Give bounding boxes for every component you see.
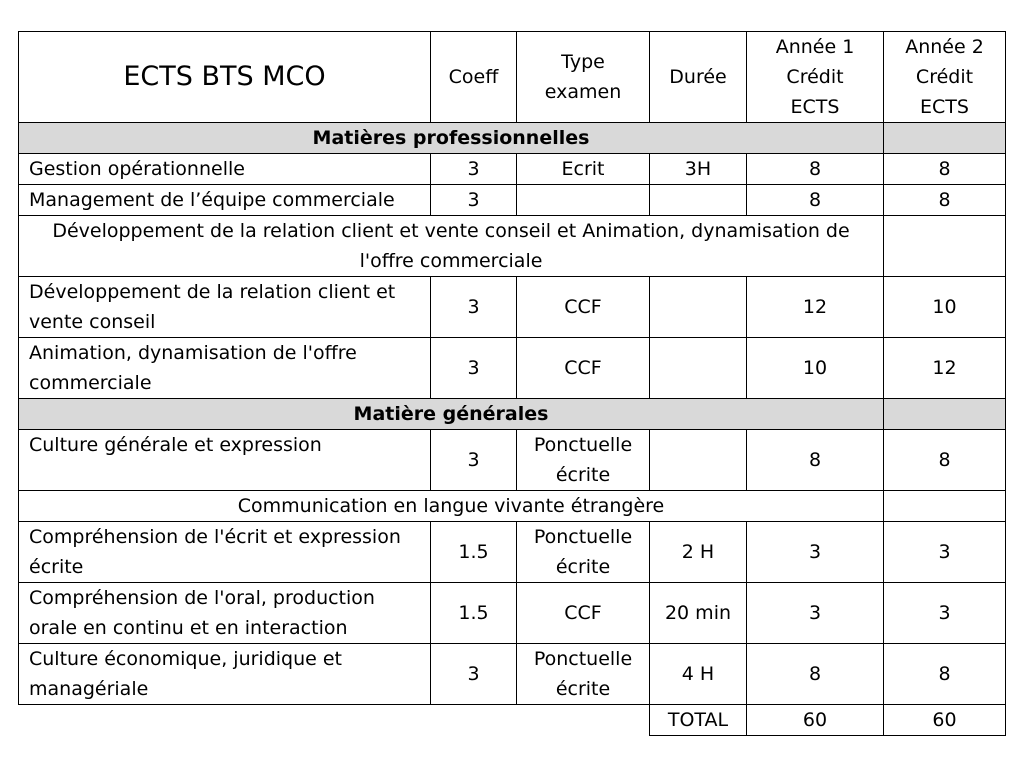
table-row (19, 185, 1006, 216)
duree-cell: 20 min (650, 583, 747, 644)
type-cell: Ponctuelle écrite (517, 644, 650, 705)
total-annee2: 60 (884, 705, 1006, 736)
section-cell-empty (884, 123, 1006, 154)
duree-cell (650, 338, 747, 399)
coeff-cell: 3 (431, 185, 517, 216)
subject-cell: Compréhension de l'oral, production orale en continu et en interaction (19, 583, 431, 644)
type-cell: CCF (517, 338, 650, 399)
annee1-cell: 8 (747, 185, 884, 216)
table-row (19, 522, 1006, 583)
annee2-cell: 8 (884, 430, 1006, 491)
annee2-cell: 8 (884, 185, 1006, 216)
table-title: ECTS BTS MCO (19, 32, 431, 123)
annee1-cell: 8 (747, 644, 884, 705)
section-generales: Matière générales (19, 399, 884, 430)
annee1-cell: 8 (747, 430, 884, 491)
header-coeff: Coeff (431, 32, 517, 123)
header-annee1: Année 1 Crédit ECTS (747, 32, 884, 123)
section-row (19, 399, 1006, 430)
annee1-cell: 8 (747, 154, 884, 185)
group-row (19, 216, 1006, 277)
annee2-cell: 8 (884, 644, 1006, 705)
group-cell-empty (884, 491, 1006, 522)
type-cell: CCF (517, 583, 650, 644)
table-row (19, 583, 1006, 644)
type-cell: Ecrit (517, 154, 650, 185)
table-row (19, 430, 1006, 491)
annee2-cell: 3 (884, 583, 1006, 644)
subject-cell: Culture générale et expression (19, 430, 431, 491)
subject-cell: Culture économique, juridique et managériale (19, 644, 431, 705)
section-row (19, 123, 1006, 154)
coeff-cell: 3 (431, 644, 517, 705)
header-annee2: Année 2 Crédit ECTS (884, 32, 1006, 123)
table-row (19, 277, 1006, 338)
coeff-cell: 1.5 (431, 522, 517, 583)
section-cell-empty (884, 399, 1006, 430)
subject-cell: Management de l’équipe commerciale (19, 185, 431, 216)
table-row (19, 338, 1006, 399)
type-cell: Ponctuelle écrite (517, 430, 650, 491)
annee2-cell: 12 (884, 338, 1006, 399)
subject-cell: Compréhension de l'écrit et expression écrite (19, 522, 431, 583)
ects-table (18, 31, 1006, 736)
group-cell-empty (884, 216, 1006, 277)
group-developpement: Développement de la relation client et vente conseil et Animation, dynamisation de l'offre commerciale (19, 216, 884, 277)
duree-cell (650, 430, 747, 491)
coeff-cell: 1.5 (431, 583, 517, 644)
annee1-cell: 3 (747, 522, 884, 583)
coeff-cell: 3 (431, 277, 517, 338)
type-cell: CCF (517, 277, 650, 338)
annee2-cell: 3 (884, 522, 1006, 583)
duree-cell (650, 185, 747, 216)
coeff-cell: 3 (431, 154, 517, 185)
table-row (19, 644, 1006, 705)
annee2-cell: 10 (884, 277, 1006, 338)
duree-cell: 3H (650, 154, 747, 185)
table-row (19, 154, 1006, 185)
header-row (19, 32, 1006, 123)
duree-cell: 4 H (650, 644, 747, 705)
coeff-cell: 3 (431, 430, 517, 491)
duree-cell: 2 H (650, 522, 747, 583)
annee2-cell: 8 (884, 154, 1006, 185)
subject-cell: Développement de la relation client et vente conseil (19, 277, 431, 338)
coeff-cell: 3 (431, 338, 517, 399)
subject-cell: Gestion opérationnelle (19, 154, 431, 185)
group-row (19, 491, 1006, 522)
annee1-cell: 3 (747, 583, 884, 644)
annee1-cell: 12 (747, 277, 884, 338)
type-cell: Ponctuelle écrite (517, 522, 650, 583)
group-langue-vivante: Communication en langue vivante étrangère (19, 491, 884, 522)
section-professionnelles: Matières professionnelles (19, 123, 884, 154)
total-row (19, 705, 1006, 736)
type-cell (517, 185, 650, 216)
header-type-examen: Type examen (517, 32, 650, 123)
annee1-cell: 10 (747, 338, 884, 399)
header-duree: Durée (650, 32, 747, 123)
duree-cell (650, 277, 747, 338)
total-annee1: 60 (747, 705, 884, 736)
total-label: TOTAL (650, 705, 747, 736)
subject-cell: Animation, dynamisation de l'offre commerciale (19, 338, 431, 399)
